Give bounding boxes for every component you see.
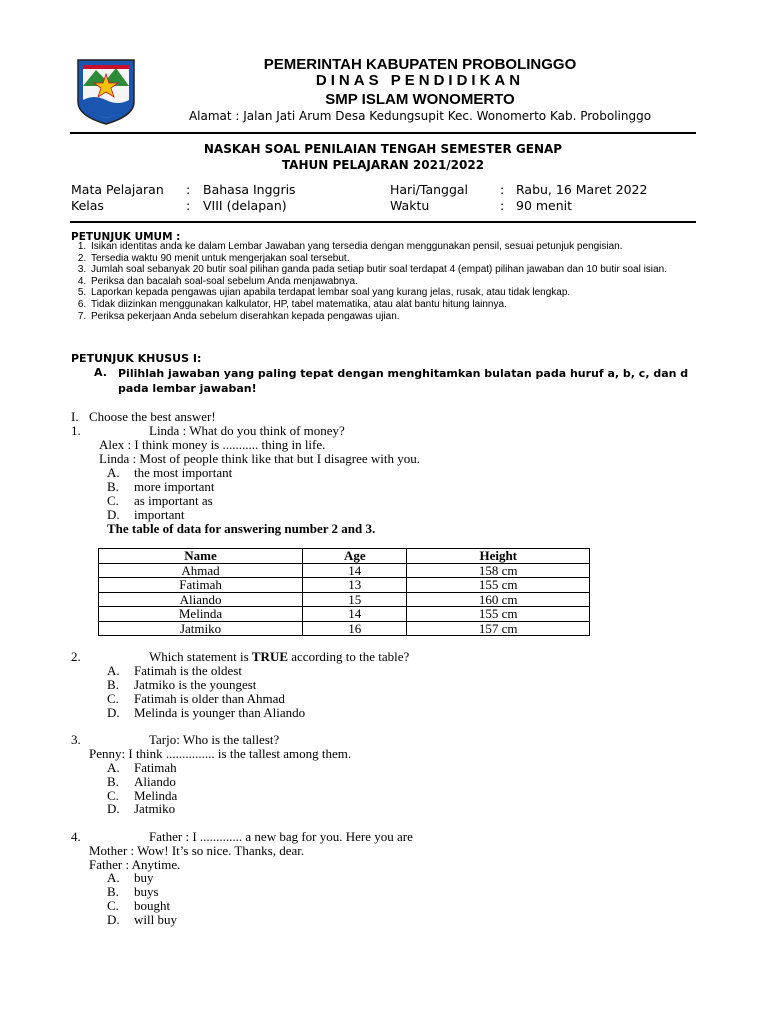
special-instruction-text: Pilihlah jawaban yang paling tepat dengan menghitamkan bulatan pada huruf a, b, c, dan d pada lembar jawaban! xyxy=(118,367,689,395)
class-value: VIII (delapan) xyxy=(203,198,287,213)
table-cell: 158 cm xyxy=(407,563,590,578)
day-value: Rabu, 16 Maret 2022 xyxy=(516,182,648,197)
option-text: Melinda xyxy=(134,788,178,803)
table-cell: Aliando xyxy=(99,592,303,607)
table-row xyxy=(99,563,590,578)
option-text: buys xyxy=(134,884,159,899)
government-name: PEMERINTAH KABUPATEN PROBOLINGGO xyxy=(263,56,577,73)
subject-value: Bahasa Inggris xyxy=(203,182,296,197)
day-label: Hari/Tanggal xyxy=(390,182,469,197)
option-letter: A. xyxy=(107,663,120,678)
table-cell: 14 xyxy=(303,607,407,622)
list-item: 6. Tidak diizinkan menggunakan kalkulator, HP, tabel matematika, atau alat bantu hitung lainnya. xyxy=(89,299,721,311)
school-address: Alamat : Jalan Jati Arum Desa Kedungsupit Kec. Wonomerto Kab. Probolinggo xyxy=(188,109,652,123)
time-value: 90 menit xyxy=(516,198,573,213)
day-colon: : xyxy=(500,182,505,197)
option-letter: C. xyxy=(107,691,119,706)
option-text: Melinda is younger than Aliando xyxy=(134,705,306,720)
table-header-row xyxy=(99,549,590,564)
question-1-line: Alex : I think money is ........... thing in life. xyxy=(99,437,326,452)
school-name: SMP ISLAM WONOMERTO xyxy=(325,91,515,108)
table-cell: 15 xyxy=(303,592,407,607)
table-cell: 16 xyxy=(303,621,407,636)
table-cell: 14 xyxy=(303,563,407,578)
option-letter: B. xyxy=(107,884,119,899)
question-2-stem-post: according to the table? xyxy=(288,649,410,664)
question-3-line: Tarjo: Who is the tallest? xyxy=(149,732,280,747)
table-header-age: Age xyxy=(303,549,407,564)
option-letter: C. xyxy=(107,898,119,913)
question-4-line: Father : I ............. a new bag for you. Here you are xyxy=(149,829,413,844)
question-3-number: 3. xyxy=(71,732,81,747)
option-text: the most important xyxy=(134,465,233,480)
header-divider xyxy=(70,132,696,134)
exam-title xyxy=(70,141,696,173)
question-2-number: 2. xyxy=(71,649,81,664)
list-item: 4. Periksa dan bacalah soal-soal sebelum Anda menjawabnya. xyxy=(89,276,721,288)
question-3-line: Penny: I think ............... is the tallest among them. xyxy=(89,746,352,761)
option-letter: B. xyxy=(107,774,119,789)
option-text: more important xyxy=(134,479,215,494)
option-letter: D. xyxy=(107,507,120,522)
option-text: bought xyxy=(134,898,171,913)
exam-title-line2: TAHUN PELAJARAN 2021/2022 xyxy=(281,158,485,172)
table-row xyxy=(99,621,590,636)
table-cell: 155 cm xyxy=(407,607,590,622)
list-item: 3. Jumlah soal sebanyak 20 butir soal pilihan ganda pada setiap butir soal terdapat 4 (empat) pilihan jawaban dan 10 butir soal isian. xyxy=(89,264,721,276)
option-letter: D. xyxy=(107,912,120,927)
list-item: 1. Isikan identitas anda ke dalam Lembar Jawaban yang tersedia dengan menggunakan pensil, sesuai petunjuk pengisian. xyxy=(89,241,721,253)
option-text: Fatimah xyxy=(134,760,177,775)
table-cell: 13 xyxy=(303,578,407,593)
question-1-line: Linda : What do you think of money? xyxy=(149,423,345,438)
general-instructions-title: PETUNJUK UMUM : xyxy=(71,231,181,243)
option-text: Fatimah is the oldest xyxy=(134,663,242,678)
table-header-height: Height xyxy=(407,549,590,564)
table-cell: Jatmiko xyxy=(99,621,303,636)
option-letter: B. xyxy=(107,479,119,494)
table-header-name: Name xyxy=(99,549,303,564)
option-text: buy xyxy=(134,870,154,885)
option-letter: D. xyxy=(107,705,120,720)
option-text: Aliando xyxy=(134,774,176,789)
table-cell: Melinda xyxy=(99,607,303,622)
subject-colon: : xyxy=(186,182,191,197)
info-divider xyxy=(70,221,696,223)
exam-title-line1: NASKAH SOAL PENILAIAN TENGAH SEMESTER GENAP xyxy=(203,142,563,156)
option-letter: A. xyxy=(107,760,120,775)
subject-label: Mata Pelajaran xyxy=(71,182,164,197)
option-letter: D. xyxy=(107,801,120,816)
table-cell: 157 cm xyxy=(407,621,590,636)
table-row xyxy=(99,578,590,593)
regency-emblem-icon xyxy=(74,56,138,126)
option-text: Jatmiko xyxy=(134,801,176,816)
option-text: Jatmiko is the youngest xyxy=(134,677,257,692)
table-caption: The table of data for answering number 2 and 3. xyxy=(107,521,376,536)
option-text: Fatimah is older than Ahmad xyxy=(134,691,285,706)
table-row xyxy=(99,592,590,607)
option-text: as important as xyxy=(134,493,213,508)
list-item: 5. Laporkan kepada pengawas ujian apabila terdapat lembar soal yang kurang jelas, rusak, atau tidak lengkap. xyxy=(89,287,721,299)
time-label: Waktu xyxy=(390,198,430,213)
option-letter: B. xyxy=(107,677,119,692)
option-letter: A. xyxy=(107,870,120,885)
question-1-line: Linda : Most of people think like that but I disagree with you. xyxy=(99,451,420,466)
table-cell: 155 cm xyxy=(407,578,590,593)
table-cell: Fatimah xyxy=(99,578,303,593)
question-1-number: 1. xyxy=(71,423,81,438)
special-instruction-letter: A. xyxy=(94,366,107,379)
special-instructions-title: PETUNJUK KHUSUS I: xyxy=(71,352,202,365)
list-item: 2. Tersedia waktu 90 menit untuk mengerjakan soal tersebut. xyxy=(89,253,721,265)
option-letter: C. xyxy=(107,493,119,508)
section-title: Choose the best answer! xyxy=(89,409,216,424)
option-text: will buy xyxy=(134,912,177,927)
option-letter: C. xyxy=(107,788,119,803)
table-cell: Ahmad xyxy=(99,563,303,578)
list-item: 7. Periksa pekerjaan Anda sebelum diserahkan kepada pengawas ujian. xyxy=(89,311,721,323)
question-2-stem-pre: Which statement is xyxy=(149,649,252,664)
table-row xyxy=(99,607,590,622)
question-4-line: Father : Anytime. xyxy=(89,857,181,872)
class-colon: : xyxy=(186,198,191,213)
option-text: important xyxy=(134,507,185,522)
question-4-line: Mother : Wow! It’s so nice. Thanks, dear. xyxy=(89,843,305,858)
question-2-stem-bold: TRUE xyxy=(251,649,289,664)
general-instructions-list xyxy=(71,241,721,322)
table-cell: 160 cm xyxy=(407,592,590,607)
option-letter: A. xyxy=(107,465,120,480)
time-colon: : xyxy=(500,198,505,213)
section-number: I. xyxy=(71,409,79,424)
office-name: DINAS PENDIDIKAN xyxy=(315,72,525,89)
data-table xyxy=(98,548,590,636)
class-label: Kelas xyxy=(71,198,104,213)
question-4-number: 4. xyxy=(71,829,81,844)
